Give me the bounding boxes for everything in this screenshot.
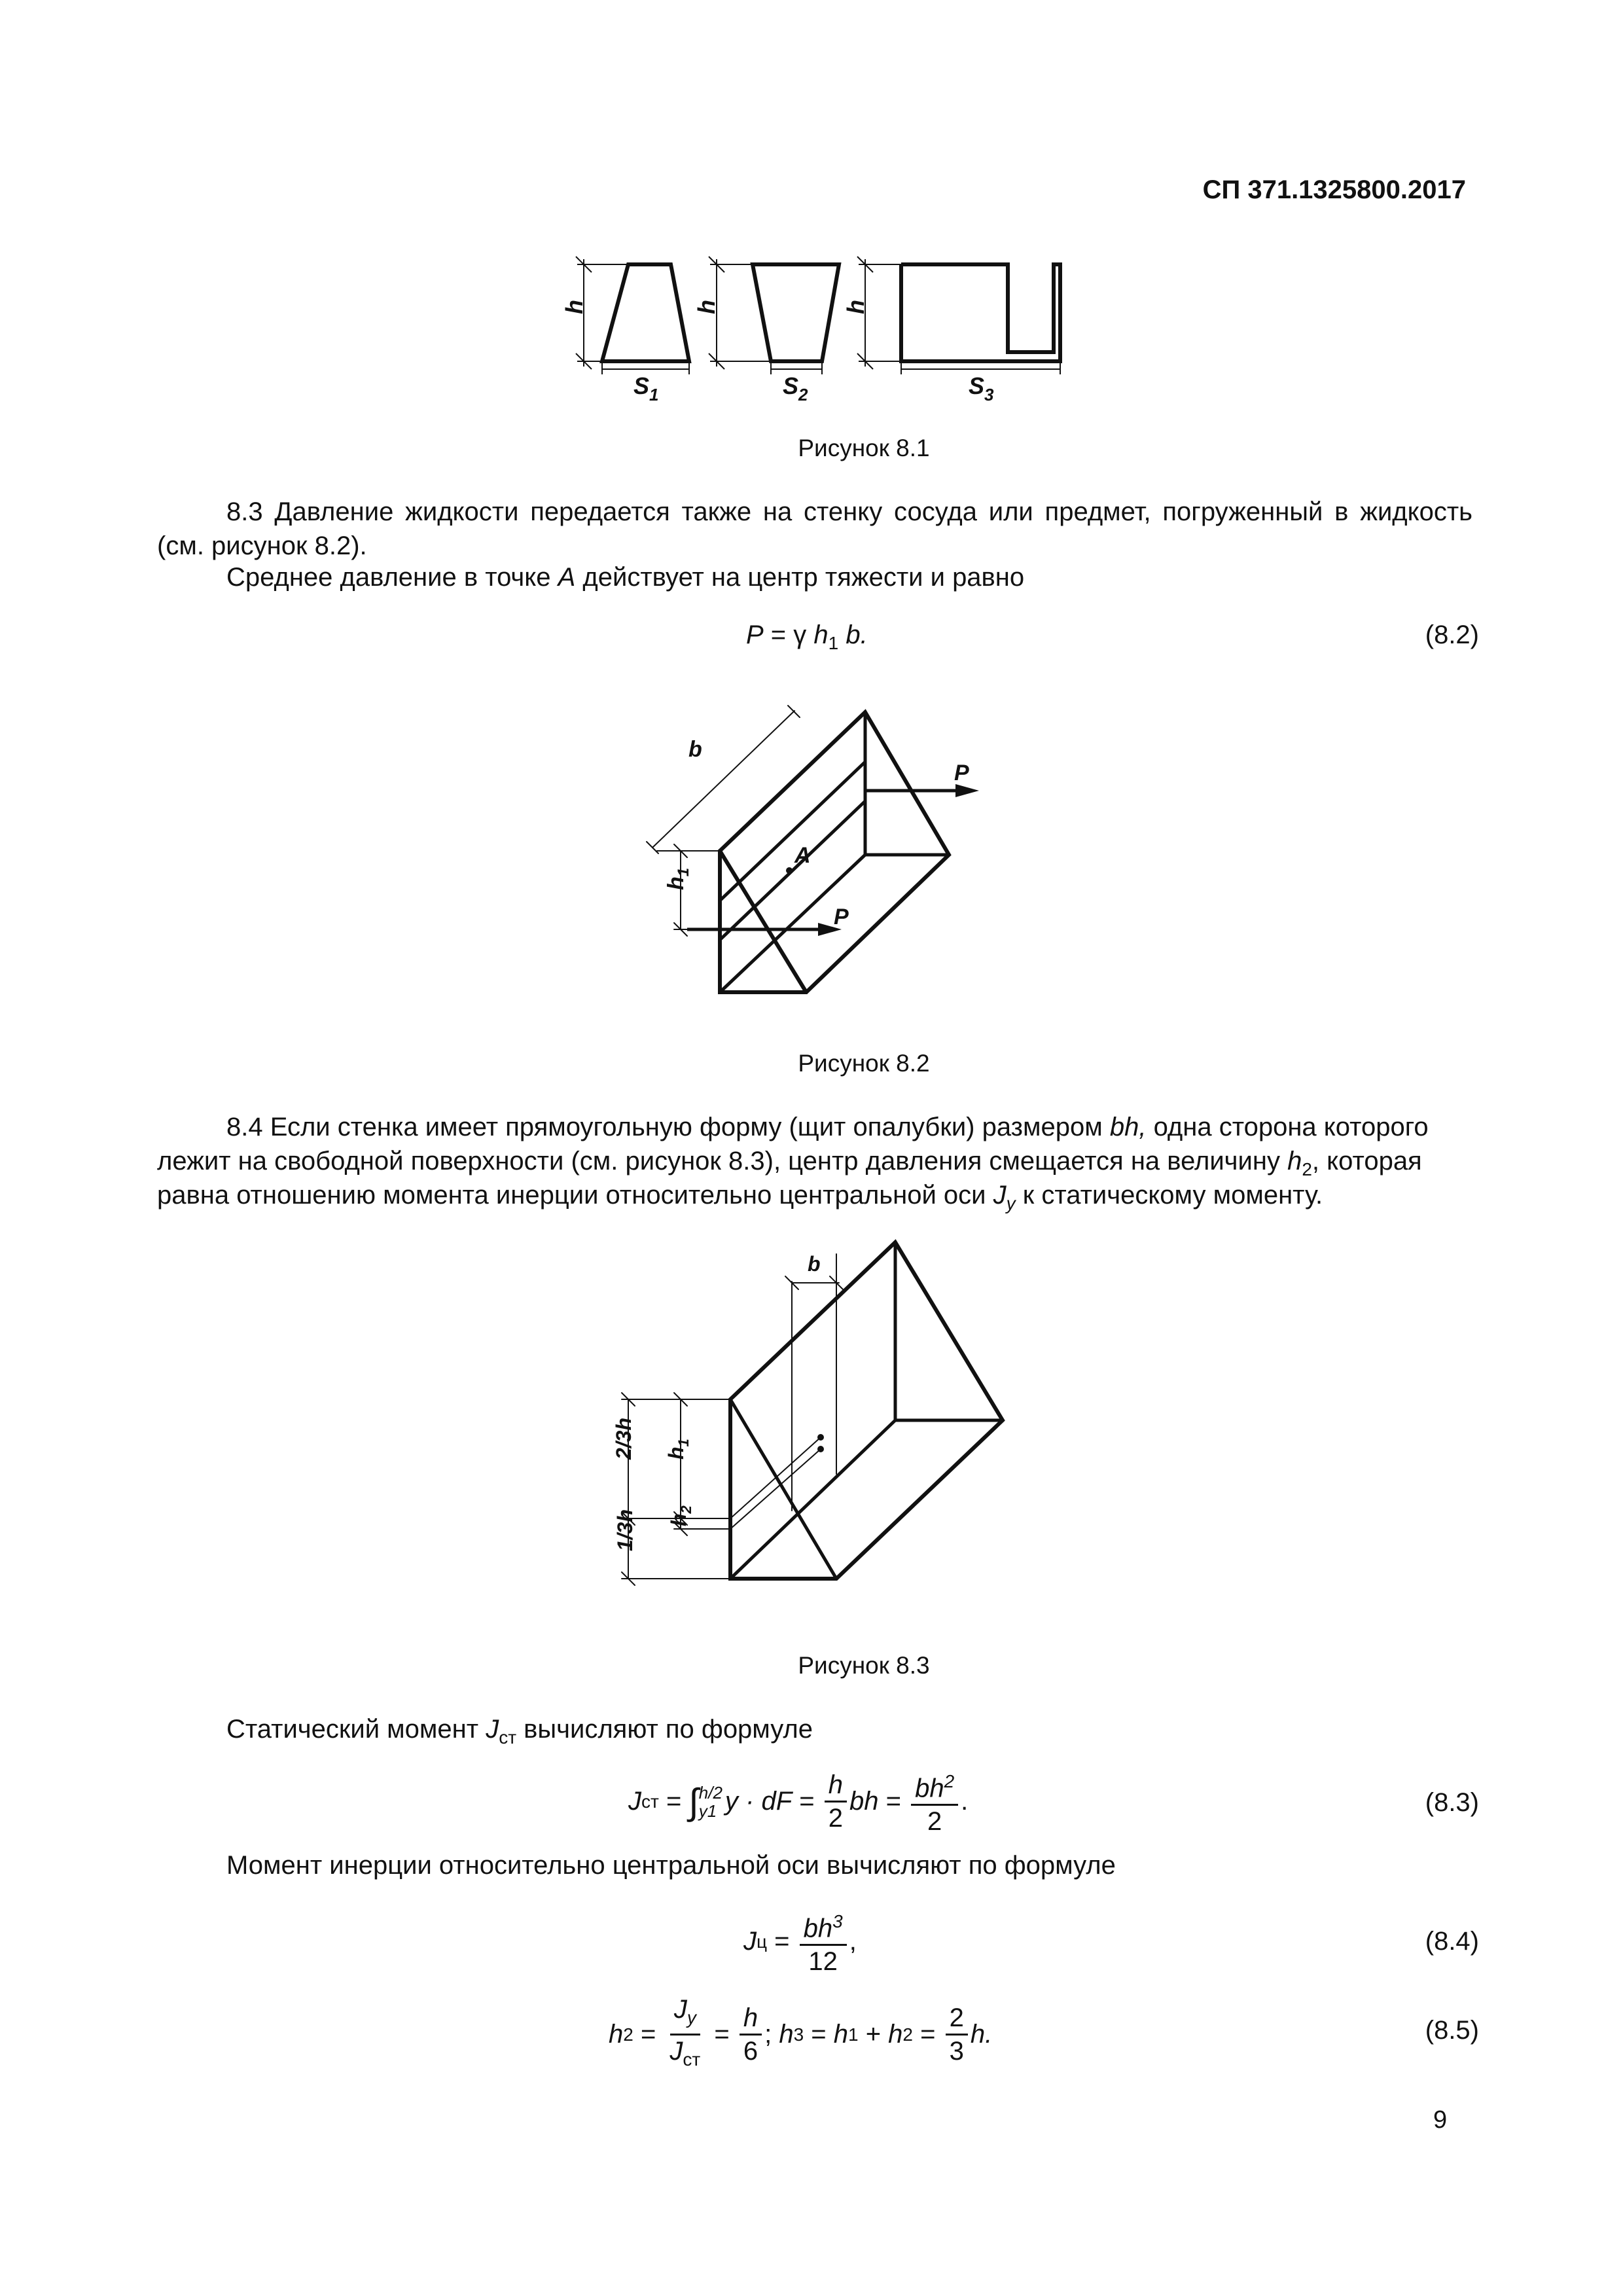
fig83-23h-label: 2/3h [612,1417,635,1460]
section-8-4-line-3: равна отношению момента инерции относительно центральной оси $J_y$ к статическому моменту. [157,1181,1323,1213]
equation-8-4-number: (8.4) [1425,1927,1479,1956]
fig83-h2-label: $h_2$ [667,1505,694,1526]
equation-8-2-number: (8.2) [1425,620,1479,649]
vessel-s3 [901,264,1060,361]
section-8-3-mean-pressure-text: Среднее давление в точке A действует на центр тяжести и равно [226,563,1025,592]
fig81-h-label-1: h [561,300,588,314]
fig81-s1-label: $S_1$ [633,372,659,404]
trapezoid-s2 [753,264,839,361]
document-code: СП 371.1325800.2017 [1202,175,1466,204]
fig82-p-label-top: P [954,761,969,785]
figure-8-3-caption: Рисунок 8.3 [798,1652,930,1679]
equation-8-2: P = γ $h_1$ b. [746,620,868,653]
fig82-a-label: A [794,843,811,868]
section-8-3-paragraph: 8.3 Давление жидкости передается также на стенку сосуда или предмет, погруженный в жидкость (см. рисунок 8.2). [157,497,1472,560]
trapezoid-s1 [602,264,689,361]
figure-8-2 [628,694,1008,1034]
equation-8-4: J ц = $\frac{bh^3}{12}$ , [743,1907,857,1976]
fig83-h1-label: $h_1$ [664,1439,692,1460]
equation-8-5-number: (8.5) [1425,2016,1479,2045]
section-8-4-line-1: 8.4 Если стенка имеет прямоугольную форму (щит опалубки) размером bh, одна сторона которого [226,1113,1429,1141]
fig82-h1-label: $h_1$ [664,867,692,890]
fig81-h-label-3: h [842,300,869,314]
equation-8-5: h 2 = $\frac{J_y}{J_{ст}}$ = $\frac{h}{6}$ ; h 3 = h 1 + h 2 = $\frac{2}{3}$ h. [609,1995,993,2070]
figure-8-1 [537,249,1113,419]
static-moment-text: Статический момент $J_{ст}$ вычисляют по формуле [226,1715,813,1748]
fig83-13h-label: 1/3h [613,1509,637,1551]
fig83-b-label: b [808,1252,821,1276]
figure-8-3 [602,1230,1060,1636]
fig81-h-label-2: h [693,300,720,314]
inertia-moment-text: Момент инерции относительно центральной оси вычисляют по формуле [226,1851,1116,1880]
figure-8-2-caption: Рисунок 8.2 [798,1050,930,1077]
fig82-p-label-bottom: P [834,905,849,929]
section-8-4-line-2: лежит на свободной поверхности (см. рисунок 8.3), центр давления смещается на величину $h_2$, которая [157,1147,1422,1179]
page-number: 9 [1433,2106,1448,2134]
fig81-s3-label: $S_3$ [969,372,994,404]
formwork-shield-outline [730,1242,1003,1579]
immersed-body-outline [720,712,949,992]
pressure-arrow-top [955,784,979,797]
equation-8-3-number: (8.3) [1425,1788,1479,1817]
equation-8-3: J ст = ∫ h/2 y1 y · dF = $\frac{h}{2}$ bh = $\frac{bh^2}{2}$ . [628,1767,968,1836]
fig82-b-label: b [688,737,702,762]
fig81-s2-label: $S_2$ [783,372,808,404]
figure-8-1-caption: Рисунок 8.1 [798,435,930,461]
